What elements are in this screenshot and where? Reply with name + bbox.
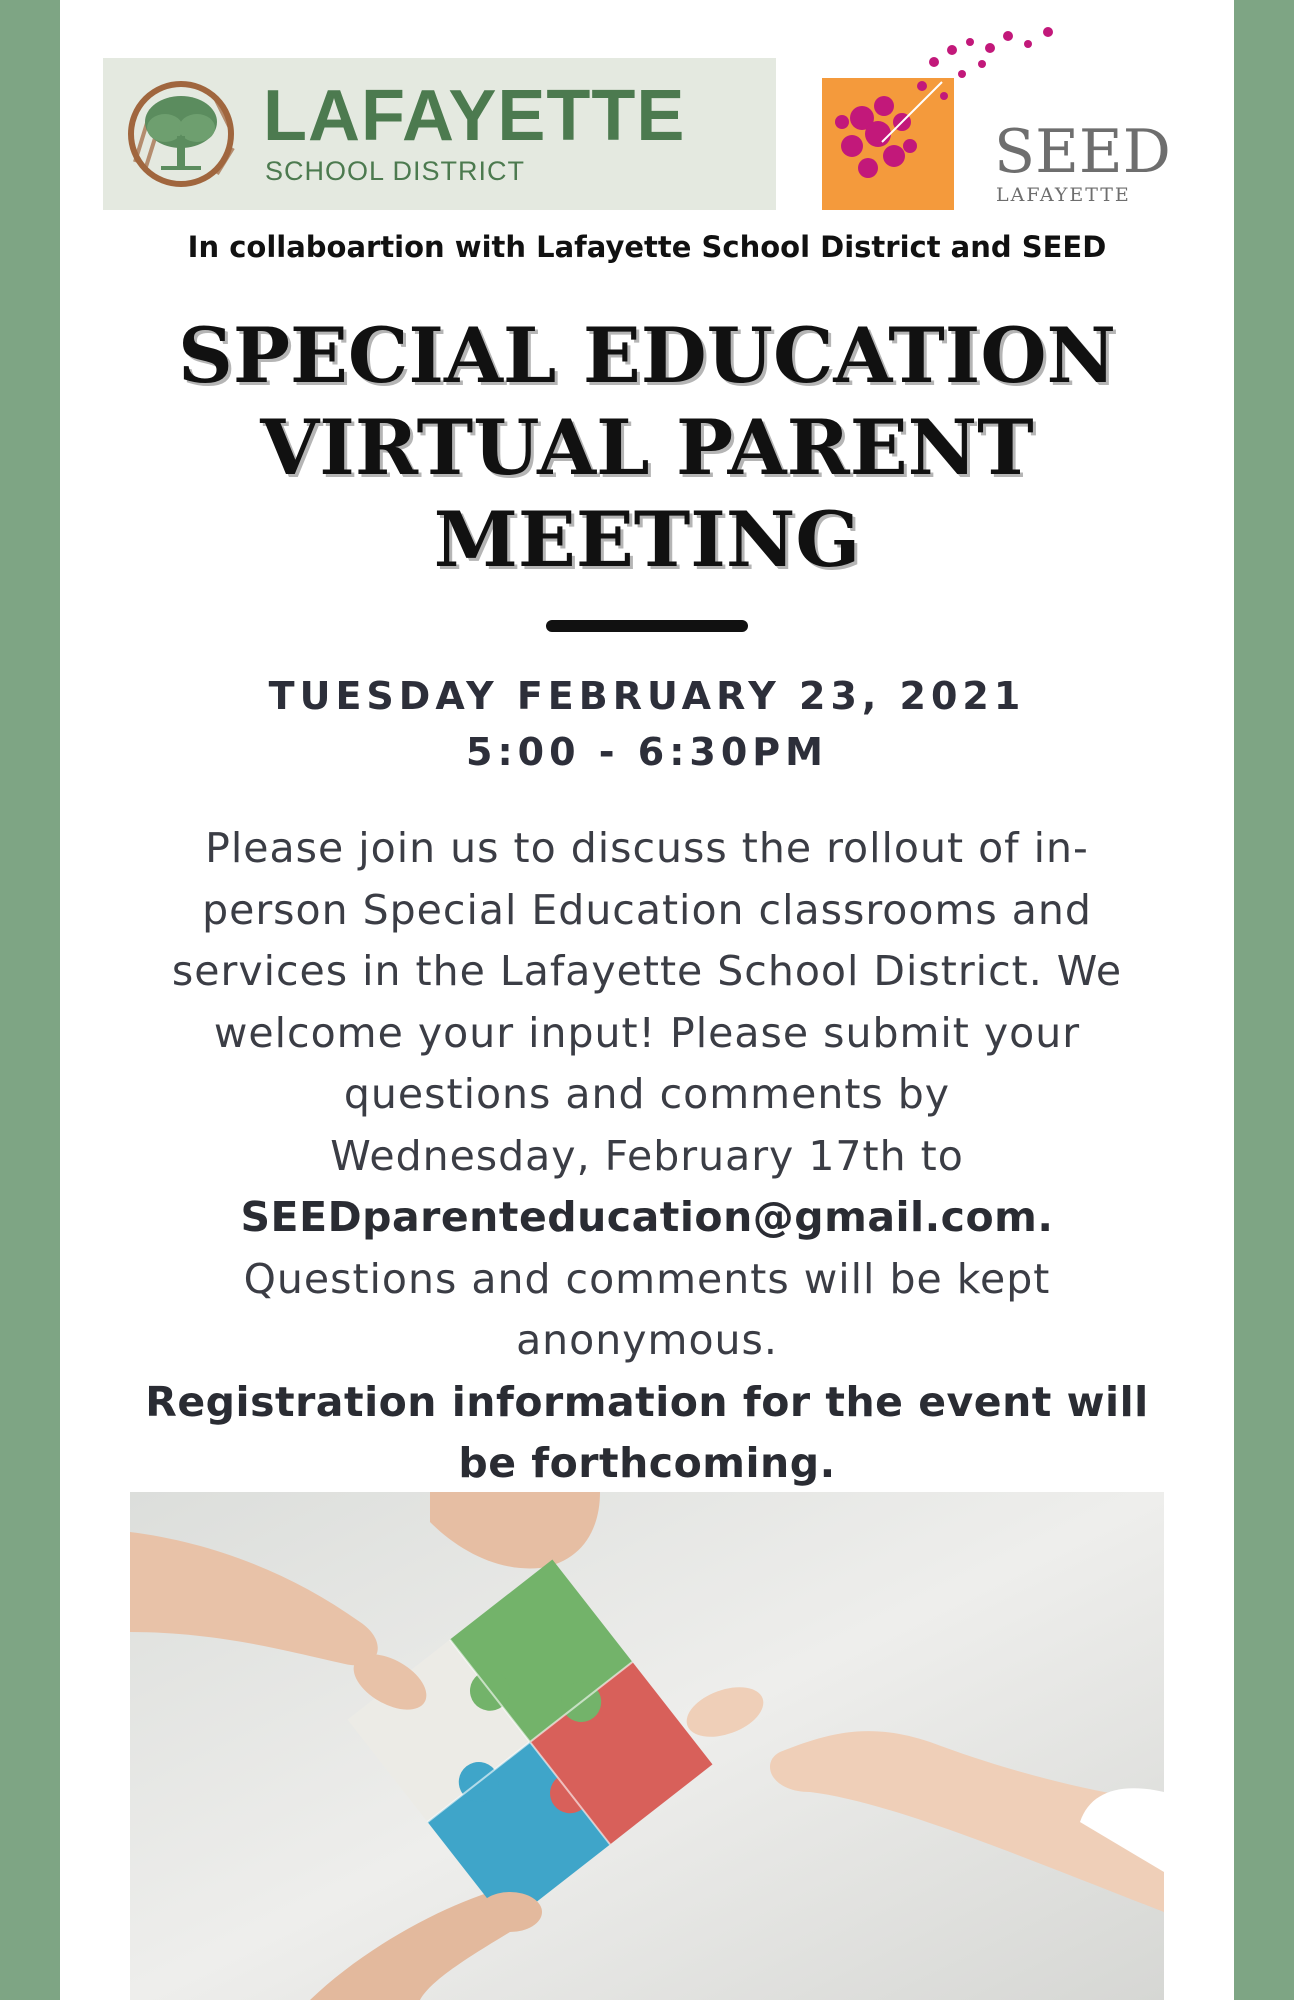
puzzle-pieces-image [130, 1492, 1164, 2000]
divider [546, 620, 748, 632]
description-line: services in the Lafayette School District. We [171, 947, 1123, 995]
event-time: 5:00 - 6:30PM [466, 730, 828, 774]
title-line: SPECIAL EDUCATION [177, 311, 1117, 400]
flyer-page [60, 0, 1234, 2000]
contact-email: SEEDparenteducation@gmail.com. [240, 1193, 1054, 1241]
event-description [100, 818, 1194, 1495]
oak-tree-icon [121, 70, 241, 198]
seed-logo-name: SEED [994, 117, 1171, 187]
description-line: person Special Education classrooms and [202, 885, 1092, 934]
lafayette-logo-name: LAFAYETTE [263, 76, 686, 156]
event-date: TUESDAY FEBRUARY 23, 2021 [268, 674, 1026, 718]
description-line: welcome your input! Please submit your [213, 1008, 1081, 1057]
description-line: Wednesday, February 17th to [330, 1131, 964, 1180]
registration-note: Registration information for the event will [145, 1377, 1149, 1426]
description-line: Please join us to discuss the rollout of in- [205, 824, 1089, 872]
registration-note: be forthcoming. [458, 1439, 836, 1487]
lafayette-school-district-logo [103, 58, 776, 210]
title-line: VIRTUAL PARENT [260, 403, 1034, 492]
anonymity-note: anonymous. [516, 1316, 778, 1364]
collaboration-line: In collaboartion with Lafayette School District and SEED [187, 230, 1107, 264]
description-line: questions and comments by [343, 1070, 951, 1118]
event-datetime [60, 668, 1234, 780]
page-title [60, 310, 1234, 586]
title-line: MEETING [433, 495, 861, 584]
anonymity-note: Questions and comments will be kept [243, 1254, 1051, 1303]
puzzle-hands-photo [130, 1492, 1164, 2000]
seed-lafayette-logo [822, 22, 1172, 212]
lafayette-logo-subtitle: SCHOOL DISTRICT [265, 156, 526, 186]
seed-logo-subtitle: LAFAYETTE [996, 184, 1131, 206]
